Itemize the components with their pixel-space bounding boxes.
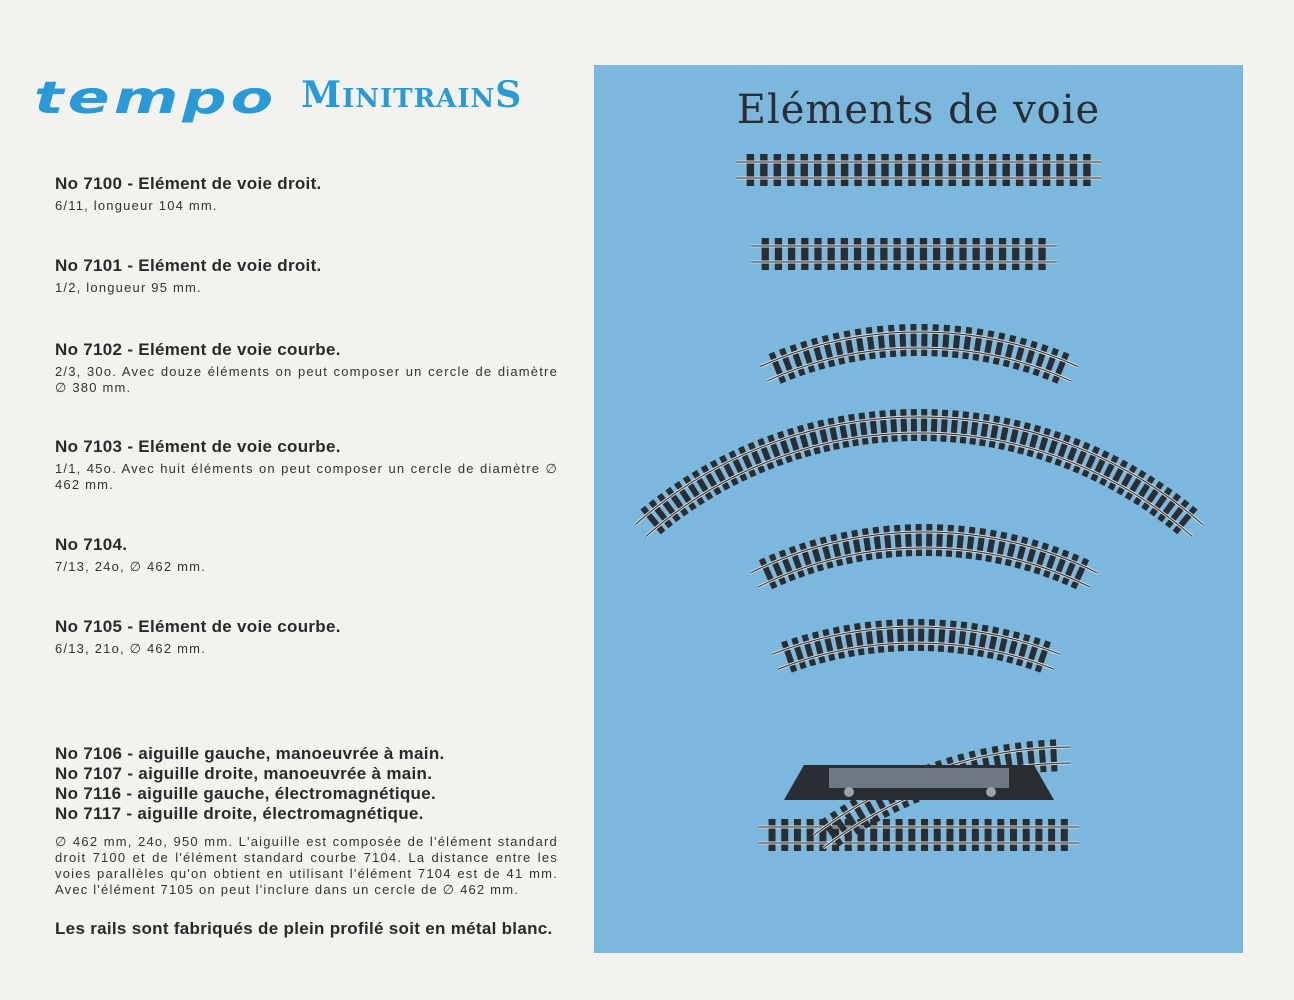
sleeper — [995, 532, 1007, 565]
sleeper — [905, 524, 912, 556]
sleeper — [921, 409, 927, 441]
sleeper — [959, 238, 966, 270]
sleeper — [833, 627, 845, 660]
sleeper — [873, 527, 883, 559]
track-illustration — [594, 65, 1243, 953]
sleeper — [926, 524, 932, 556]
track-7102 — [760, 324, 1078, 384]
sleeper — [1061, 819, 1068, 851]
sleeper — [989, 154, 996, 186]
sleeper — [946, 238, 953, 270]
switch-desc: ∅ 462 mm, 24o, 950 mm. L'aiguille est composée de l'élément standard droit 7100 et de l'élément standard courbe 7104. La distance entre les voies parallèles qu'on obtient en utilisant l'élément 7104 est de 41 mm. Avec l'élément 7105 on peut l'inclure dans un cercle de ∅ 462 mm. — [55, 834, 558, 897]
sleeper — [896, 819, 903, 851]
sleeper — [848, 414, 859, 447]
sleeper — [908, 154, 915, 186]
sleeper — [868, 154, 875, 186]
sleeper — [1016, 154, 1023, 186]
sleeper — [931, 409, 938, 441]
sleeper — [997, 629, 1010, 662]
sleeper — [986, 238, 993, 270]
sleeper — [841, 532, 853, 565]
sleeper — [841, 154, 848, 186]
sleeper — [843, 625, 854, 658]
sleeper — [949, 154, 956, 186]
item-7101 — [55, 256, 558, 296]
item-7100 — [55, 174, 558, 214]
sleeper — [967, 623, 978, 656]
sleeper — [865, 622, 875, 654]
sleeper — [814, 154, 821, 186]
item-title: No 7102 - Elément de voie courbe. — [55, 340, 341, 359]
sleeper — [942, 325, 950, 357]
sleeper — [879, 410, 888, 442]
closing-note: Les rails sont fabriqués de plein profilé soit en métal blanc. — [55, 919, 553, 938]
sleeper — [851, 530, 863, 563]
sleeper — [979, 414, 990, 447]
sleeper — [774, 154, 781, 186]
sleeper — [918, 619, 924, 651]
sleeper — [985, 819, 992, 851]
sleeper — [814, 238, 821, 270]
sleeper — [966, 527, 976, 559]
logo-minitrains-initial: M — [301, 74, 343, 116]
sleeper — [1056, 154, 1063, 186]
logo-minitrains-final: S — [495, 74, 523, 116]
sleeper — [788, 238, 795, 270]
sleeper — [922, 154, 929, 186]
sleeper — [899, 324, 906, 356]
sleeper — [946, 819, 953, 851]
sleeper — [827, 154, 834, 186]
rail — [772, 627, 1060, 654]
switch-title: No 7107 - aiguille droite, manoeuvrée à main. — [55, 764, 433, 783]
sleeper — [1038, 238, 1045, 270]
item-desc: 7/13, 24o, ∅ 462 mm. — [55, 559, 206, 574]
sleeper — [875, 620, 884, 652]
sleeper — [1038, 740, 1046, 772]
sleeper — [948, 620, 957, 652]
item-desc: 2/3, 30o. Avec douze éléments on peut composer un cercle de diamètre ∅ 380 mm. — [55, 364, 558, 395]
sleeper — [867, 238, 874, 270]
sleeper — [827, 417, 839, 450]
sleeper — [950, 410, 959, 442]
logo-minitrains — [301, 74, 522, 116]
sleeper — [900, 409, 907, 441]
sleeper — [938, 620, 946, 652]
sleeper — [998, 417, 1010, 450]
sleeper — [935, 154, 942, 186]
sleeper — [894, 525, 902, 557]
sleeper — [987, 627, 999, 660]
sleeper — [934, 819, 941, 851]
logo-minitrains-middle: INITRAIN — [342, 84, 496, 114]
sleeper — [928, 619, 935, 651]
motor-screw — [844, 787, 854, 797]
sleeper — [870, 819, 877, 851]
item-7105 — [55, 617, 558, 657]
sleeper — [997, 819, 1004, 851]
sleeper — [866, 327, 876, 360]
switch-title: No 7117 - aiguille droite, électromagnétique. — [55, 804, 424, 823]
sleeper — [921, 324, 927, 356]
sleeper — [828, 238, 835, 270]
sleeper — [890, 410, 898, 442]
sleeper — [787, 154, 794, 186]
item-7104 — [55, 535, 558, 575]
sleeper — [972, 328, 983, 361]
item-desc: 1/2, longueur 95 mm. — [55, 280, 202, 295]
sleeper — [854, 238, 861, 270]
sleeper — [1070, 154, 1077, 186]
sleeper — [883, 526, 892, 558]
item-title: No 7101 - Elément de voie droit. — [55, 256, 322, 275]
sleeper — [952, 326, 961, 358]
track-7105 — [772, 619, 1060, 673]
track-switch-straight — [758, 819, 1079, 851]
sleeper — [985, 530, 997, 563]
sleeper — [946, 525, 954, 557]
sleeper — [977, 625, 988, 658]
sleeper — [888, 325, 896, 357]
sleeper — [883, 819, 890, 851]
sleeper — [931, 324, 938, 356]
sleeper — [881, 154, 888, 186]
item-title: No 7105 - Elément de voie courbe. — [55, 617, 341, 636]
sleeper — [893, 238, 900, 270]
sleeper — [854, 623, 865, 656]
sleeper — [976, 154, 983, 186]
sleeper — [973, 238, 980, 270]
sleeper — [869, 411, 878, 443]
sleeper — [1023, 819, 1030, 851]
sleeper — [854, 154, 861, 186]
item-7103 — [55, 437, 558, 493]
item-desc: 1/1, 45o. Avec huit éléments on peut composer un cercle de diamètre ∅ 462 mm. — [55, 461, 558, 492]
sleeper — [1025, 238, 1032, 270]
sleeper — [907, 238, 914, 270]
sleeper — [972, 819, 979, 851]
sleeper — [794, 819, 801, 851]
sleeper — [1050, 739, 1058, 771]
track-panel — [594, 65, 1243, 953]
sleeper — [920, 238, 927, 270]
sleeper — [916, 524, 922, 556]
sleeper — [897, 619, 904, 651]
sleeper — [969, 412, 979, 445]
sleeper — [775, 238, 782, 270]
sleeper — [959, 819, 966, 851]
sleeper — [936, 524, 943, 556]
sleeper — [801, 238, 808, 270]
sleeper — [1083, 154, 1090, 186]
sleeper — [975, 528, 986, 561]
sleeper — [957, 622, 967, 654]
sleeper — [1029, 154, 1036, 186]
sleeper — [781, 819, 788, 851]
sleeper — [862, 528, 873, 561]
panel-title: Eléments de voie — [736, 87, 1101, 133]
sleeper — [940, 410, 948, 442]
sleeper — [989, 416, 1001, 449]
sleeper — [933, 238, 940, 270]
item-7102 — [55, 340, 558, 396]
sleeper — [762, 238, 769, 270]
rail — [767, 348, 1071, 381]
sleeper — [1043, 154, 1050, 186]
sleeper — [747, 154, 754, 186]
logo-tempo: tempo — [34, 71, 278, 124]
sleeper — [1010, 819, 1017, 851]
sleeper — [1003, 335, 1017, 368]
sleeper — [838, 416, 850, 449]
sleeper — [841, 238, 848, 270]
sleeper — [983, 330, 995, 363]
item-title: No 7100 - Elément de voie droit. — [55, 174, 322, 193]
sleeper — [844, 330, 856, 363]
sleeper — [999, 238, 1006, 270]
sleeper — [1035, 819, 1042, 851]
track-7103 — [635, 409, 1202, 536]
item-title: No 7103 - Elément de voie courbe. — [55, 437, 341, 456]
motor-screw — [986, 787, 996, 797]
brand-logo — [34, 58, 523, 124]
sleeper — [855, 328, 866, 361]
sleeper — [822, 629, 835, 662]
item-desc: 6/11, longueur 104 mm. — [55, 198, 218, 213]
switch-items — [55, 744, 558, 898]
sleeper — [760, 154, 767, 186]
sleeper — [960, 411, 969, 443]
track-7100 — [736, 154, 1102, 186]
sleeper — [1048, 819, 1055, 851]
sleeper — [962, 327, 972, 360]
sleeper — [858, 412, 868, 445]
sleeper — [801, 154, 808, 186]
switch-title: No 7116 - aiguille gauche, électromagnétique. — [55, 784, 436, 803]
sleeper — [822, 335, 836, 368]
switch-title: No 7106 - aiguille gauche, manoeuvrée à main. — [55, 744, 445, 763]
item-title: No 7104. — [55, 535, 128, 554]
sleeper — [921, 819, 928, 851]
sleeper — [911, 409, 917, 441]
sleeper — [895, 154, 902, 186]
sleeper — [886, 620, 894, 652]
sleeper — [769, 819, 776, 851]
track-7101 — [751, 238, 1057, 270]
sleeper — [880, 238, 887, 270]
track-7104 — [751, 524, 1097, 589]
sleeper — [807, 819, 814, 851]
sleeper — [956, 526, 965, 558]
point-motor-grille — [829, 768, 1009, 788]
item-desc: 6/13, 21o, ∅ 462 mm. — [55, 641, 206, 656]
sleeper — [833, 332, 846, 365]
sleeper — [910, 324, 916, 356]
sleeper — [1002, 154, 1009, 186]
sleeper — [1012, 238, 1019, 270]
sleeper — [908, 819, 915, 851]
sleeper — [908, 619, 914, 651]
sleeper — [993, 332, 1006, 365]
sleeper — [877, 326, 886, 358]
sleeper — [962, 154, 969, 186]
